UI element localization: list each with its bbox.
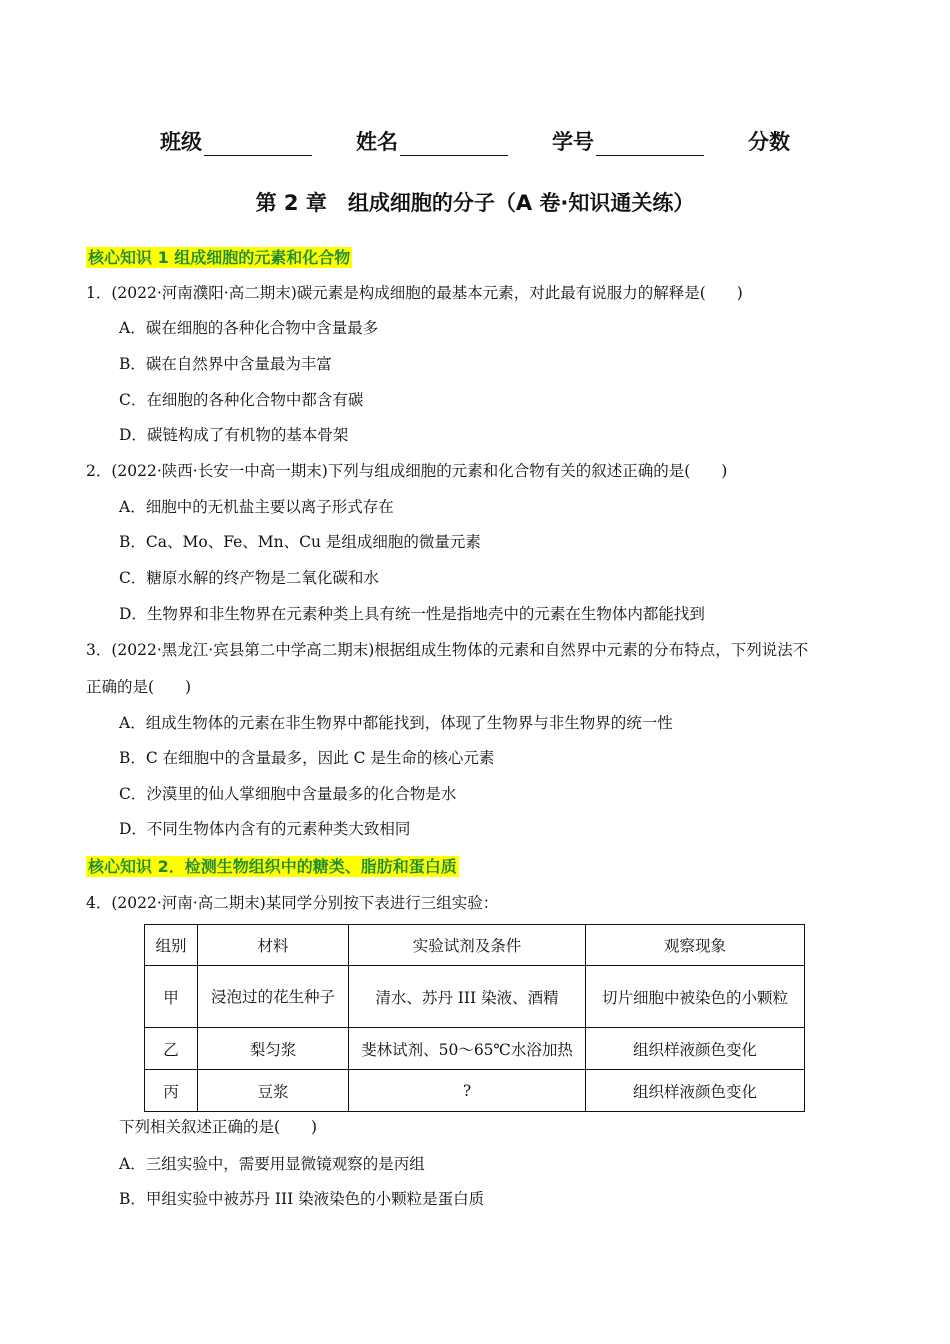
table-cell: 斐林试剂、50～65℃水浴加热 — [349, 1028, 586, 1070]
question-3-option-b[interactable]: B．C 在细胞中的含量最多，因此 C 是生命的核心元素 — [119, 749, 495, 767]
table-header-cell: 组别 — [145, 925, 198, 966]
table-cell: 组织样液颜色变化 — [586, 1028, 805, 1070]
question-1-option-c[interactable]: C．在细胞的各种化合物中都含有碳 — [119, 391, 364, 409]
name-blank[interactable] — [400, 135, 508, 156]
question-1-stem: 1．(2022·河南濮阳·高二期末)碳元素是构成细胞的最基本元素，对此最有说服力的解释是( ) — [86, 284, 743, 302]
question-1-option-d[interactable]: D．碳链构成了有机物的基本骨架 — [119, 426, 349, 444]
table-cell: 豆浆 — [198, 1070, 349, 1112]
table-header-cell: 观察现象 — [586, 925, 805, 966]
table-row — [145, 1070, 805, 1112]
table-row — [145, 1028, 805, 1070]
section-heading-1 — [86, 245, 352, 268]
question-3-option-a[interactable]: A．组成生物体的元素在非生物界中都能找到，体现了生物界与非生物界的统一性 — [119, 714, 673, 732]
question-4-option-b[interactable]: B．甲组实验中被苏丹 III 染液染色的小颗粒是蛋白质 — [119, 1190, 485, 1208]
table-cell: 梨匀浆 — [198, 1028, 349, 1070]
table-cell: 丙 — [145, 1070, 198, 1112]
name-field — [356, 126, 508, 156]
table-cell: 切片细胞中被染色的小颗粒 — [586, 966, 805, 1028]
question-3-stem-line-1: 3．(2022·黑龙江·宾县第二中学高二期末)根据组成生物体的元素和自然界中元素的分布特点，下列说法不 — [86, 641, 809, 659]
question-4-followup: 下列相关叙述正确的是( ) — [119, 1118, 318, 1136]
table-header-cell: 材料 — [198, 925, 349, 966]
question-2-stem: 2．(2022·陕西·长安一中高一期末)下列与组成细胞的元素和化合物有关的叙述正确的是( ) — [86, 462, 728, 480]
student-info-header — [0, 126, 950, 156]
class-label: 班级 — [160, 129, 202, 154]
question-1-option-a[interactable]: A．碳在细胞的各种化合物中含量最多 — [119, 319, 379, 337]
student-id-field — [552, 126, 704, 156]
section-heading-1-text: 核心知识 1 组成细胞的元素和化合物 — [88, 248, 351, 267]
table-cell: 乙 — [145, 1028, 198, 1070]
table-row — [145, 966, 805, 1028]
table-cell: 组织样液颜色变化 — [586, 1070, 805, 1112]
score-label: 分数 — [748, 129, 790, 154]
question-2-option-c[interactable]: C．糖原水解的终产物是二氧化碳和水 — [119, 569, 379, 587]
question-3-option-c[interactable]: C．沙漠里的仙人掌细胞中含量最多的化合物是水 — [119, 785, 457, 803]
table-cell: 浸泡过的花生种子 — [198, 966, 349, 1028]
score-field — [748, 126, 790, 156]
name-label: 姓名 — [356, 129, 398, 154]
page-title: 第 2 章 组成细胞的分子（A 卷·知识通关练） — [255, 191, 695, 215]
question-1-option-b[interactable]: B．碳在自然界中含量最为丰富 — [119, 355, 332, 373]
experiment-table — [144, 924, 805, 1112]
question-4-option-a[interactable]: A．三组实验中，需要用显微镜观察的是丙组 — [119, 1155, 425, 1173]
student-id-blank[interactable] — [596, 135, 704, 156]
question-4-stem: 4．(2022·河南·高二期末)某同学分别按下表进行三组实验： — [86, 894, 499, 912]
section-heading-2-text: 核心知识 2．检测生物组织中的糖类、脂肪和蛋白质 — [88, 857, 457, 876]
student-id-label: 学号 — [552, 129, 594, 154]
question-2-option-d[interactable]: D．生物界和非生物界在元素种类上具有统一性是指地壳中的元素在生物体内都能找到 — [119, 605, 705, 623]
table-header-row — [145, 925, 805, 966]
question-3-stem-line-2: 正确的是( ) — [86, 678, 192, 696]
table-cell: 甲 — [145, 966, 198, 1028]
question-2-option-b[interactable]: B．Ca、Mo、Fe、Mn、Cu 是组成细胞的微量元素 — [119, 533, 481, 551]
question-2-option-a[interactable]: A．细胞中的无机盐主要以离子形式存在 — [119, 498, 394, 516]
question-3-option-d[interactable]: D．不同生物体内含有的元素种类大致相同 — [119, 820, 411, 838]
section-heading-2 — [86, 854, 459, 877]
class-field — [160, 126, 312, 156]
table-cell: 清水、苏丹 III 染液、酒精 — [349, 966, 586, 1028]
table-header-cell: 实验试剂及条件 — [349, 925, 586, 966]
table-cell: ? — [349, 1070, 586, 1112]
class-blank[interactable] — [204, 135, 312, 156]
